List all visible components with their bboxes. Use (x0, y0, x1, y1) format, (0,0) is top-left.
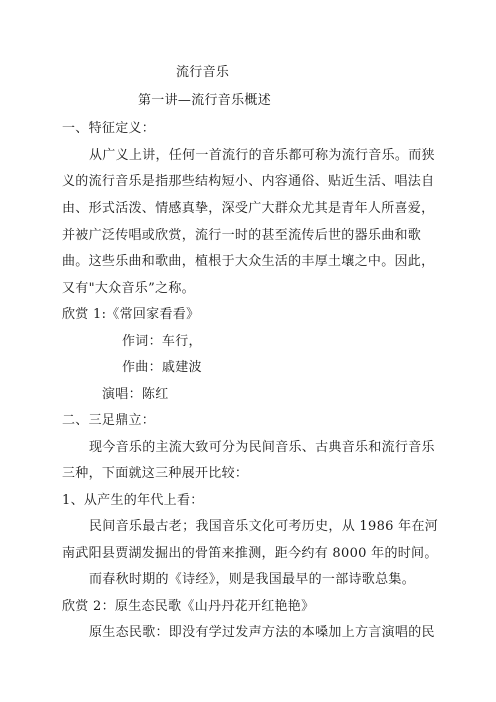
paragraph-definition-line-4: 并被广泛传唱或欣赏，流行一时的甚至流传后世的器乐曲和歌 (62, 228, 422, 243)
document-title: 流行音乐 (176, 65, 230, 80)
paragraph-definition-line-3: 由、形式活泼、情感真挚，深受广大群众尤其是青年人所喜爱， (62, 201, 435, 216)
paragraph-folk-line-2: 南武阳县贾湖发掘出的骨笛来推测，距今约有 8000 年的时间。 (62, 546, 438, 561)
paragraph-shijing: 而春秋时期的《诗经》，则是我国最早的一部诗歌总集。 (89, 572, 416, 587)
point-heading-era: 1、从产生的年代上看： (62, 493, 204, 508)
section-heading-three-pillars: 二、三足鼎立： (62, 413, 156, 428)
lyricist-credit: 作词：车行， (122, 334, 202, 349)
paragraph-definition-line-6: 又有"大众音乐”之称。 (62, 281, 195, 296)
section-heading-features: 一、特征定义： (62, 121, 156, 136)
appreciation-1: 欣赏 1:《常回家看看》 (62, 307, 200, 322)
paragraph-definition-line-1: 从广义上讲，任何一首流行的音乐都可称为流行音乐。而狭 (89, 148, 435, 163)
lecture-subtitle: 第一讲—流行音乐概述 (138, 93, 272, 108)
paragraph-mainstream-line-1: 现今音乐的主流大致可分为民间音乐、古典音乐和流行音乐 (89, 440, 435, 455)
composer-credit: 作曲：戚建波 (122, 360, 202, 375)
paragraph-definition-line-2: 义的流行音乐是指那些结构短小、内容通俗、贴近生活、唱法自 (62, 174, 435, 189)
singer-credit: 演唱：陈红 (102, 387, 169, 402)
appreciation-2: 欣赏 2：原生态民歌《山丹丹花开红艳艳》 (62, 599, 315, 614)
paragraph-definition-line-5: 曲。这些乐曲和歌曲，植根于大众生活的丰厚土壤之中。因此， (62, 254, 435, 269)
paragraph-original-folk: 原生态民歌：即没有学过发声方法的本嗓加上方言演唱的民 (89, 625, 435, 640)
paragraph-folk-line-1: 民间音乐最古老；我国音乐文化可考历史，从 1986 年在河 (89, 519, 439, 534)
paragraph-mainstream-line-2: 三种，下面就这三种展开比较： (62, 466, 249, 481)
